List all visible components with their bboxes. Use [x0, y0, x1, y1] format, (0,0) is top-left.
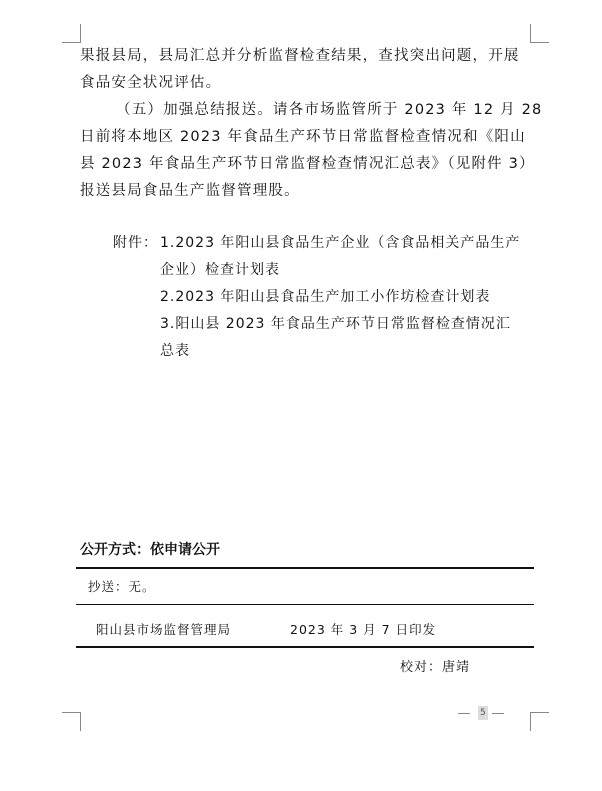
- footer-rule-bottom: [76, 646, 534, 648]
- attachment-item-1: 1.2023 年阳山县食品生产企业（含食品相关产品生产: [160, 235, 521, 251]
- page-number: 5: [480, 708, 486, 718]
- body-line-1: 果报县局，县局汇总并分析监督检查结果，查找突出问题，开展: [80, 48, 520, 64]
- body-line-4: 日前将本地区 2023 年食品生产环节日常监督检查情况和《阳山: [80, 129, 526, 145]
- corner-mark-bottom-right: [530, 712, 549, 731]
- cc-line: 抄送：无。: [88, 579, 156, 594]
- issuer: 阳山县市场监督管理局: [96, 622, 232, 637]
- footer-rule-top: [76, 567, 534, 569]
- attachment-item-2: 2.2023 年阳山县食品生产加工小作坊检查计划表: [160, 289, 491, 305]
- body-line-6: 报送县局食品生产监督管理股。: [80, 183, 300, 199]
- proofreader: 校对：唐靖: [400, 660, 471, 675]
- body-line-2: 食品安全状况评估。: [80, 75, 222, 91]
- footer-rule-middle: [76, 604, 534, 605]
- body-line-5: 县 2023 年食品生产环节日常监督检查情况汇总表》（见附件 3）: [80, 156, 535, 172]
- corner-mark-bottom-left: [62, 712, 81, 731]
- corner-mark-top-left: [62, 24, 81, 43]
- body-line-3: （五）加强总结报送。请各市场监管所于 2023 年 12 月 28: [116, 102, 543, 118]
- page-number-dash-right: [492, 713, 504, 714]
- public-mode: 公开方式：依申请公开: [80, 541, 220, 557]
- issue-date: 2023 年 3 月 7 日印发: [290, 622, 437, 637]
- page-number-dash-left: [458, 713, 470, 714]
- corner-mark-top-right: [530, 24, 549, 43]
- attachment-item-3: 3.阳山县 2023 年食品生产环节日常监督检查情况汇: [160, 316, 511, 332]
- attachment-label: 附件：: [113, 235, 158, 251]
- attachment-item-3-cont: 总表: [160, 343, 190, 359]
- attachment-item-1-cont: 企业）检查计划表: [160, 262, 280, 278]
